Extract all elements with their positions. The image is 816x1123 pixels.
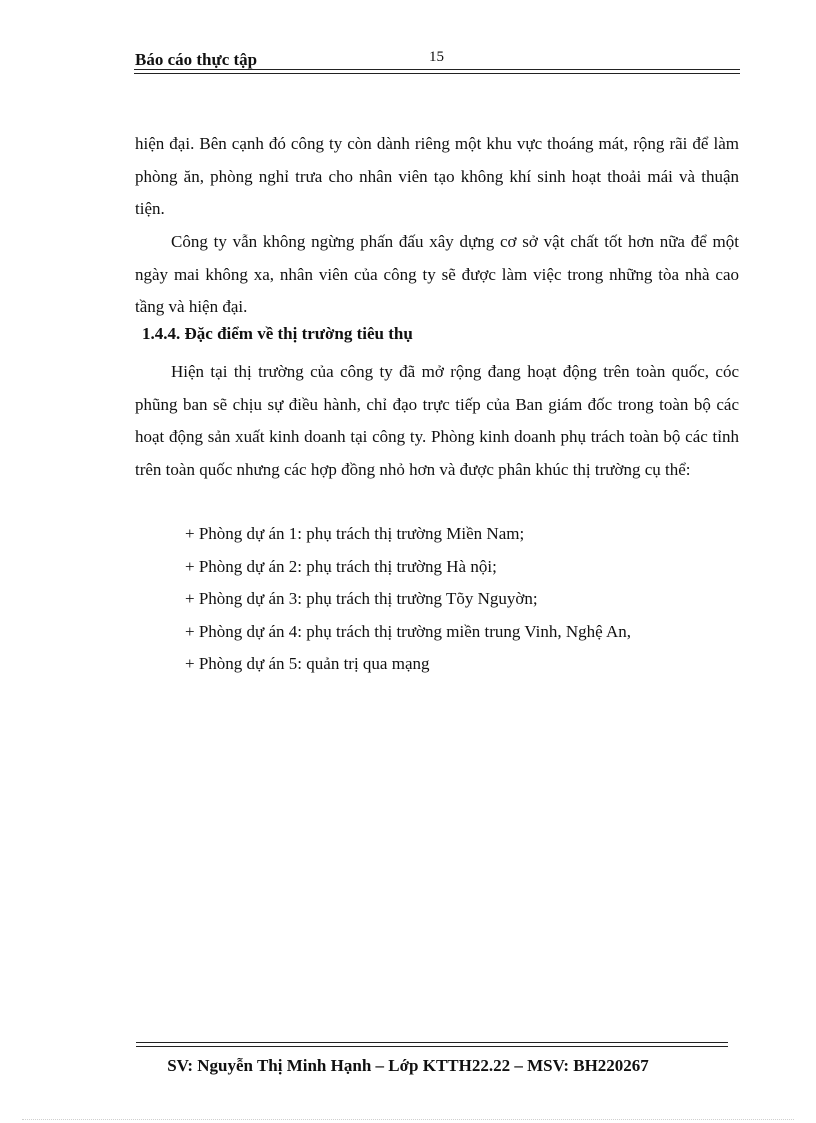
footer-rule-thin (136, 1046, 728, 1047)
footer-student-info: SV: Nguyễn Thị Minh Hạnh – Lớp KTTH22.22 – MSV: BH220267 (167, 1056, 649, 1075)
header-rule-thin (134, 73, 740, 74)
paragraph-text: Công ty vẫn không ngừng phấn đấu xây dựng cơ sở vật chất tốt hơn nữa để một ngày mai không xa, nhân viên của công ty sẽ được làm việc trong những tòa nhà cao tầng và hiện đại. (135, 232, 739, 316)
paragraph-market (135, 356, 739, 486)
footer-rule-thick (136, 1042, 728, 1043)
list-item: + Phòng dự án 2: phụ trách thị trường Hà nội; (185, 556, 497, 576)
paragraph-text: hiện đại. Bên cạnh đó công ty còn dành riêng một khu vực thoáng mát, rộng rãi để làm phòng ăn, phòng nghỉ trưa cho nhân viên tạo không khí sinh hoạt thoải mái và thuận tiện. (135, 134, 739, 218)
paragraph-text: Hiện tại thị trường của công ty đã mở rộng đang hoạt động trên toàn quốc, cóc phũng ban sẽ chịu sự điều hành, chỉ đạo trực tiếp của Ban giám đốc trong toàn bộ các hoạt động sản xuất kinh doanh tại công ty. Phòng kinh doanh phụ trách toàn bộ các tỉnh trên toàn quốc nhưng các hợp đồng nhỏ hơn và được phân khúc thị trường cụ thể: (135, 362, 739, 479)
project-department-list (185, 518, 631, 681)
header-rule-thick (134, 69, 740, 70)
paragraph-facilities (135, 226, 739, 324)
header-title: Báo cáo thực tập (135, 50, 258, 69)
paragraph-continuation (135, 128, 739, 226)
list-item: + Phòng dự án 3: phụ trách thị trường Tõy Nguyờn; (185, 589, 538, 608)
list-item: + Phòng dự án 4: phụ trách thị trường miền trung Vinh, Nghệ An, (185, 621, 631, 641)
list-item: + Phòng dự án 5: quản trị qua mạng (185, 654, 430, 673)
page-number: 15 (429, 49, 444, 65)
list-item: + Phòng dự án 1: phụ trách thị trường Miền Nam; (185, 524, 525, 543)
page-bottom-dotted-border (22, 1119, 794, 1120)
section-heading: 1.4.4. Đặc điểm về thị trường tiêu thụ (142, 324, 413, 343)
